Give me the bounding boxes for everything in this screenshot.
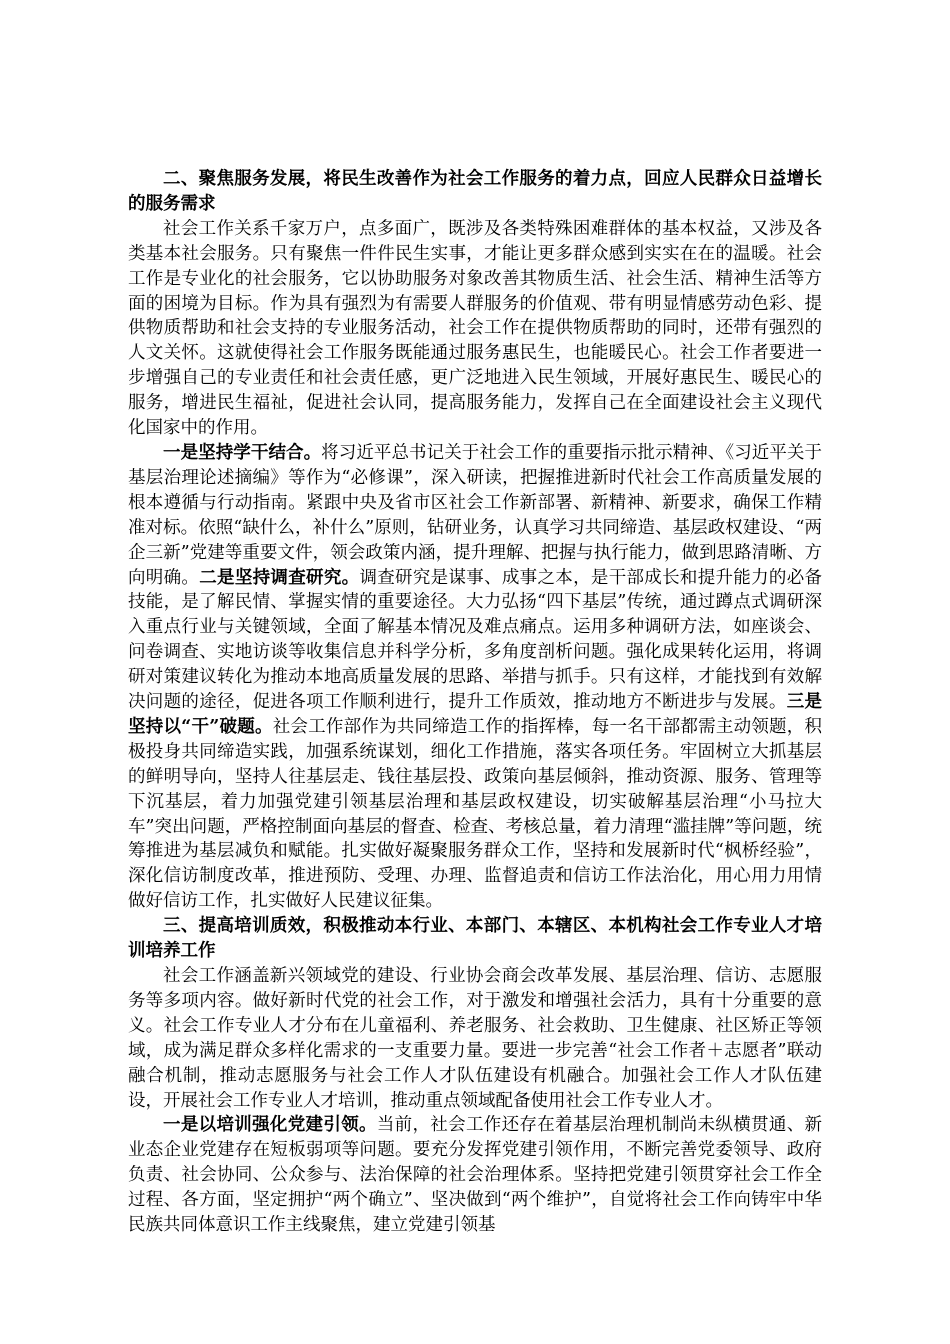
paragraph: 社会工作关系千家万户，点多面广，既涉及各类特殊困难群体的基本权益，又涉及各类基本社会服务。只有聚焦一件件民生实事，才能让更多群众感到实实在在的温暖。社会工作是专业化的社会服务，它以协助服务对象改善其物质生活、社会生活、精神生活等方面的困境为目标。作为具有强烈为有需要人群服务的价值观、带有明显情感劳动色彩、提供物质帮助和社会支持的专业服务活动，社会工作在提供物质帮助的同时，还带有强烈的人文关怀。这就使得社会工作服务既能通过服务惠民生，也能暖民心。社会工作者要进一步增强自己的专业责任和社会责任感，更广泛地进入民生领域，开展好惠民生、暖民心的服务，增进民生福祉，促进社会认同，提高服务能力，发挥自己在全面建设社会主义现代化国家中的作用。 <box>128 218 822 439</box>
paragraph <box>128 441 822 914</box>
paragraph-text: 调查研究是谋事、成事之本，是干部成长和提升能力的必备技能，是了解民情、掌握实情的重要途径。大力弘扬“四下基层”传统，通过蹲点式调研深入重点行业与关键领域，全面了解基本情况及难点痛点。运用多种调研方法，如座谈会、问卷调查、实地访谈等收集信息并科学分析，多角度剖析问题。强化成果转化运用，将调研对策建议转化为推动本地高质量发展的思路、举措与抓手。只有这样，才能找到有效解决问题的途径，促进各项工作顺利进行，提升工作质效，推动地方不断进步与发展。 <box>128 567 823 713</box>
paragraph-text: 社会工作部作为共同缔造工作的指挥棒，每一名干部都需主动领题，积极投身共同缔造实践，加强系统谋划，细化工作措施，落实各项任务。牢固树立大抓基层的鲜明导向，坚持人往基层走、钱往基层投、政策向基层倾斜，推动资源、服务、管理等下沉基层，着力加强党建引领基层治理和基层政权建设，切实破解基层治理“小马拉大车”突出问题，严格控制面向基层的督查、检查、考核总量，着力清理“滥挂牌”等问题，统筹推进为基层减负和赋能。扎实做好凝聚服务群众工作，坚持和发展新时代“枫桥经验”，深化信访制度改革，推进预防、受理、办理、监督追责和信访工作法治化，用心用力用情做好信访工作，扎实做好人民建议征集。 <box>128 716 823 912</box>
paragraph-lead: 三是坚持以“干”破题。 <box>128 692 823 737</box>
paragraph-lead: 一是坚持学干结合。 <box>163 442 322 463</box>
document-page <box>128 167 822 1238</box>
paragraph-lead: 二是坚持调查研究。 <box>199 567 360 588</box>
paragraph <box>128 1113 822 1238</box>
paragraph-text: 将习近平总书记关于社会工作的重要指示批示精神、《习近平关于基层治理论述摘编》等作为“必修课”，深入研读，把握推进新时代社会工作高质量发展的根本遵循与行动指南。紧跟中央及省市区社会工作新部署、新精神、新要求，确保工作精准对标。依照“缺什么，补什么”原则，钻研业务，认真学习共同缔造、基层政权建设、“两企三新”党建等重要文件，领会政策内涵，提升理解、把握与执行能力，做到思路清晰、方向明确。 <box>128 442 823 588</box>
paragraph: 社会工作涵盖新兴领域党的建设、行业协会商会改革发展、基层治理、信访、志愿服务等多项内容。做好新时代党的社会工作，对于激发和增强社会活力，具有十分重要的意义。社会工作专业人才分布在儿童福利、养老服务、社会救助、卫生健康、社区矫正等领域，成为满足群众多样化需求的一支重要力量。要进一步完善“社会工作者＋志愿者”联动融合机制，推动志愿服务与社会工作人才队伍建设有机融合。加强社会工作人才队伍建设，开展社会工作专业人才培训，推动重点领域配备使用社会工作专业人才。 <box>128 966 822 1111</box>
section-heading: 三、提高培训质效，积极推动本行业、本部门、本辖区、本机构社会工作专业人才培训培养工作 <box>128 916 822 962</box>
paragraph-lead: 一是以培训强化党建引领。 <box>163 1115 377 1136</box>
paragraph-text: 当前，社会工作还存在着基层治理机制尚未纵横贯通、新业态企业党建存在短板弱项等问题。要充分发挥党建引领作用，不断完善党委领导、政府负责、社会协同、公众参与、法治保障的社会治理体系。坚持把党建引领贯穿社会工作全过程、各方面，坚定拥护“两个确立”、坚决做到“两个维护”，自觉将社会工作向铸牢中华民族共同体意识工作主线聚焦，建立党建引领基 <box>128 1115 823 1236</box>
section-heading: 二、聚焦服务发展，将民生改善作为社会工作服务的着力点，回应人民群众日益增长的服务需求 <box>128 169 822 214</box>
